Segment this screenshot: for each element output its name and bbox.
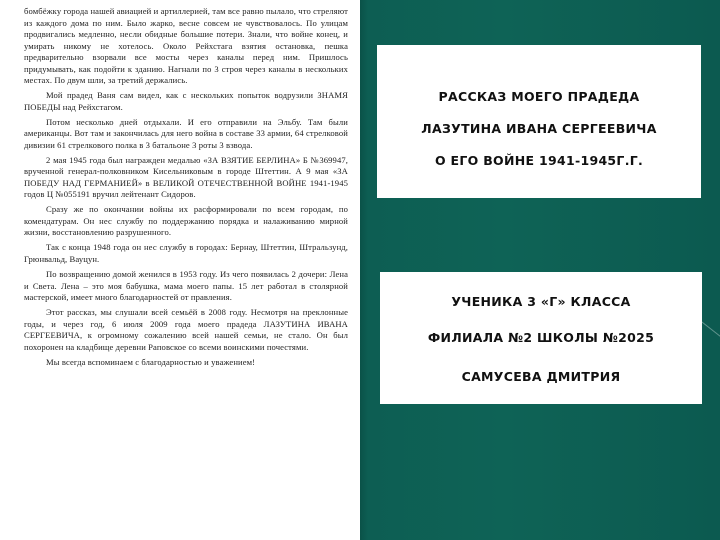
document-paragraph: Этот рассказ, мы слушали всей семьёй в 2008 году. Несмотря на преклонные годы, и через год, 6 июля 2009 года моего прадеда ЛАЗУТИНА ИВАНА СЕРГЕЕВИЧА, к огромному сожалению всей нашей семьи, не стало. Он был похоронен на кладбище деревни Раповское со всеми воинскими почестями. (24, 307, 348, 352)
student-card (380, 272, 702, 404)
title-line-3: О ЕГО ВОЙНЕ 1941-1945Г.Г. (434, 153, 644, 168)
title-line-2: ЛАЗУТИНА ИВАНА СЕРГЕЕВИЧА (421, 121, 657, 136)
title-card (377, 45, 701, 198)
student-line-3: САМУСЕВА ДМИТРИЯ (461, 369, 621, 384)
document-paragraph: 2 мая 1945 года был награжден медалью «ЗА ВЗЯТИЕ БЕРЛИНА» Б №369947, врученной генерал-полковником Кисельниковым в городе Штеттин. А 9 мая «ЗА ПОБЕДУ НАД ГЕРМАНИЕЙ» в ВЕЛИКОЙ ОТЕЧЕСТВЕННОЙ ВОЙНЕ 1941-1945 годов Ц №055191 вручил лейтенант Сидоров. (24, 154, 348, 200)
title-panel (360, 0, 720, 540)
document-paragraph: Мы всегда вспоминаем с благодарностью и уважением! (46, 356, 256, 367)
document-paragraph: Потом несколько дней отдыхали. И его отправили на Эльбу. Там были американцы. Вот там и закончилась для него война в составе 33 армии, 64 стрелковой дивизии 61 стрелкового полка в 3 батальоне 3 роты 3 взвода. (24, 116, 348, 150)
student-line-2: ФИЛИАЛА №2 ШКОЛЫ №2025 (427, 330, 655, 345)
document-paragraph: Так с конца 1948 года он нес службу в городах: Бернау, Штеттин, Штральзунд, Грюнвальд, Вауцун. (24, 242, 348, 264)
document-text (24, 6, 348, 372)
student-line-1: УЧЕНИКА 3 «Г» КЛАССА (451, 294, 631, 309)
document-paragraph: Мой прадед Ваня сам видел, как с нескольких попыток водрузили ЗНАМЯ ПОБЕДЫ над Рейхстагом. (24, 90, 348, 112)
document-paragraph: По возвращению домой женился в 1953 году. Из чего появилась 2 дочери: Лена и Света. Лена – это моя бабушка, мама моего папы. 15 лет работал в столярной мастерской, имеет много благодарностей от правления. (24, 269, 348, 303)
document-paragraph: Сразу же по окончании войны их расформировали по всем городам, по комендатурам. Он нес службу по поддержанию порядка и налаживанию мирной жизни, восстановлению разрушенного. (24, 204, 348, 238)
decorative-line (700, 320, 720, 358)
title-line-1: РАССКАЗ МОЕГО ПРАДЕДА (438, 89, 640, 104)
document-paragraph: бомбёжку города нашей авиацией и артиллерией, там все равно пылало, что стреляют из каждого дома по ним. Было жарко, весне совсем не чувствовалось. По улицам продвигались медленно, несли обидные большие потери. Знали, что войне конец, и умирать никому не хотелось. Около Рейхстага взятия остановка, пешка предварительно взорвали все мосты через каналы перед ним. Пришлось придумывать, как подойти к зданию. Нагнали по 3 строя через каналы в нескольких местах. По двум шли, за третий держались. (24, 6, 348, 85)
